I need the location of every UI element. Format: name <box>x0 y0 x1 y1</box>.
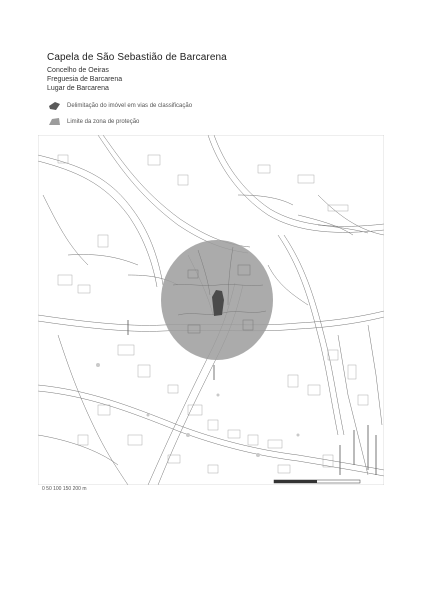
property-outline <box>212 290 224 316</box>
place-line: Lugar de Barcarena <box>47 85 109 92</box>
legend-label-protection: Limite da zona de proteção <box>67 119 140 125</box>
parish-line: Freguesia de Barcarena <box>47 76 123 83</box>
municipality-line: Concelho de Oeiras <box>47 67 109 74</box>
property-delimitation-icon <box>47 101 61 111</box>
legend-item-property <box>47 101 192 111</box>
protection-zone-icon <box>47 117 61 127</box>
scale-bar <box>274 480 360 483</box>
legend-label-property: Delimitação do imóvel em vias de classificação <box>67 103 193 109</box>
legend-item-protection <box>47 117 139 127</box>
document-title: Capela de São Sebastião de Barcarena <box>47 52 227 63</box>
site-map[interactable] <box>38 135 384 485</box>
scale-label: 0 50 100 150 200 m <box>42 486 87 492</box>
